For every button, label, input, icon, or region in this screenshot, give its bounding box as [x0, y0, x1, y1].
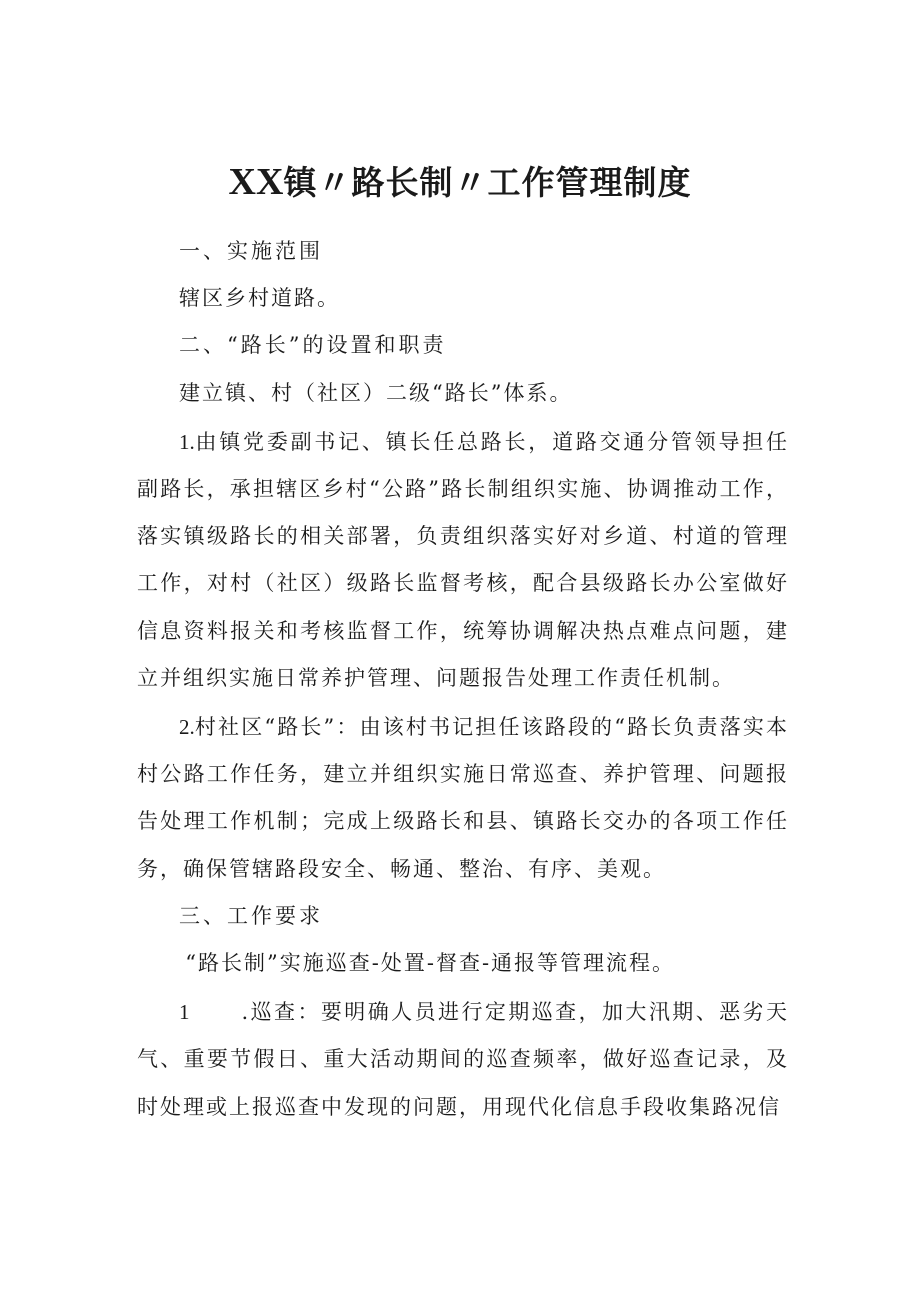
section-heading-2: 二、“路长”的设置和职责	[179, 333, 447, 358]
paragraph-item-1	[137, 419, 789, 702]
item-1-text: 由镇党委副书记、镇长任总路长，道路交通分管领导担任副路长，承担辖区乡村“公路”路长制组织实施、协调推动工作，落实镇级路长的相关部署，负责组织落实好对乡道、村道的管理工作，对村（社区）级路长监督考核，配合县级路长办公室做好信息资料报关和考核监督工作，统筹协调解决热点难点问题，建立并组织实施日常养护管理、问题报告处理工作责任机制。	[137, 429, 789, 690]
section-heading-1: 一、实施范围	[179, 239, 323, 263]
section-heading-3: 三、工作要求	[179, 903, 323, 928]
document-body	[137, 228, 789, 1131]
paragraph-flow: “路长制”实施巡查-处置-督查-通报等管理流程。	[185, 951, 676, 976]
item-2-text: 村社区“路长”：由该村书记担任该路段的“路长负责落实本村公路工作任务，建立并组织实施日常巡查、养护管理、问题报告处理工作机制；完成上级路长和县、镇路长交办的各项工作任务，确保管辖路段安全、畅通、整治、有序、美观。	[137, 715, 789, 881]
item-2-number: 2.	[179, 715, 195, 740]
item-1-number: 1.	[179, 429, 195, 454]
paragraph-scope: 辖区乡村道路。	[179, 286, 340, 311]
paragraph-system: 建立镇、村（社区）二级“路长”体系。	[179, 380, 573, 405]
paragraph-item-2	[137, 704, 789, 893]
title-text: 镇〃路长制〃工作管理制度	[283, 163, 692, 202]
title-prefix: XX	[228, 161, 284, 203]
document-title	[0, 158, 920, 207]
item-3-text: .巡查：要明确人员进行定期巡查，加大汛期、恶劣天气、重要节假日、重大活动期间的巡查频率，做好巡查记录，及时处理或上报巡查中发现的问题，用现代化信息手段收集路况信	[137, 1000, 789, 1119]
paragraph-item-3	[137, 989, 789, 1131]
item-3-number: 1	[179, 1000, 190, 1025]
